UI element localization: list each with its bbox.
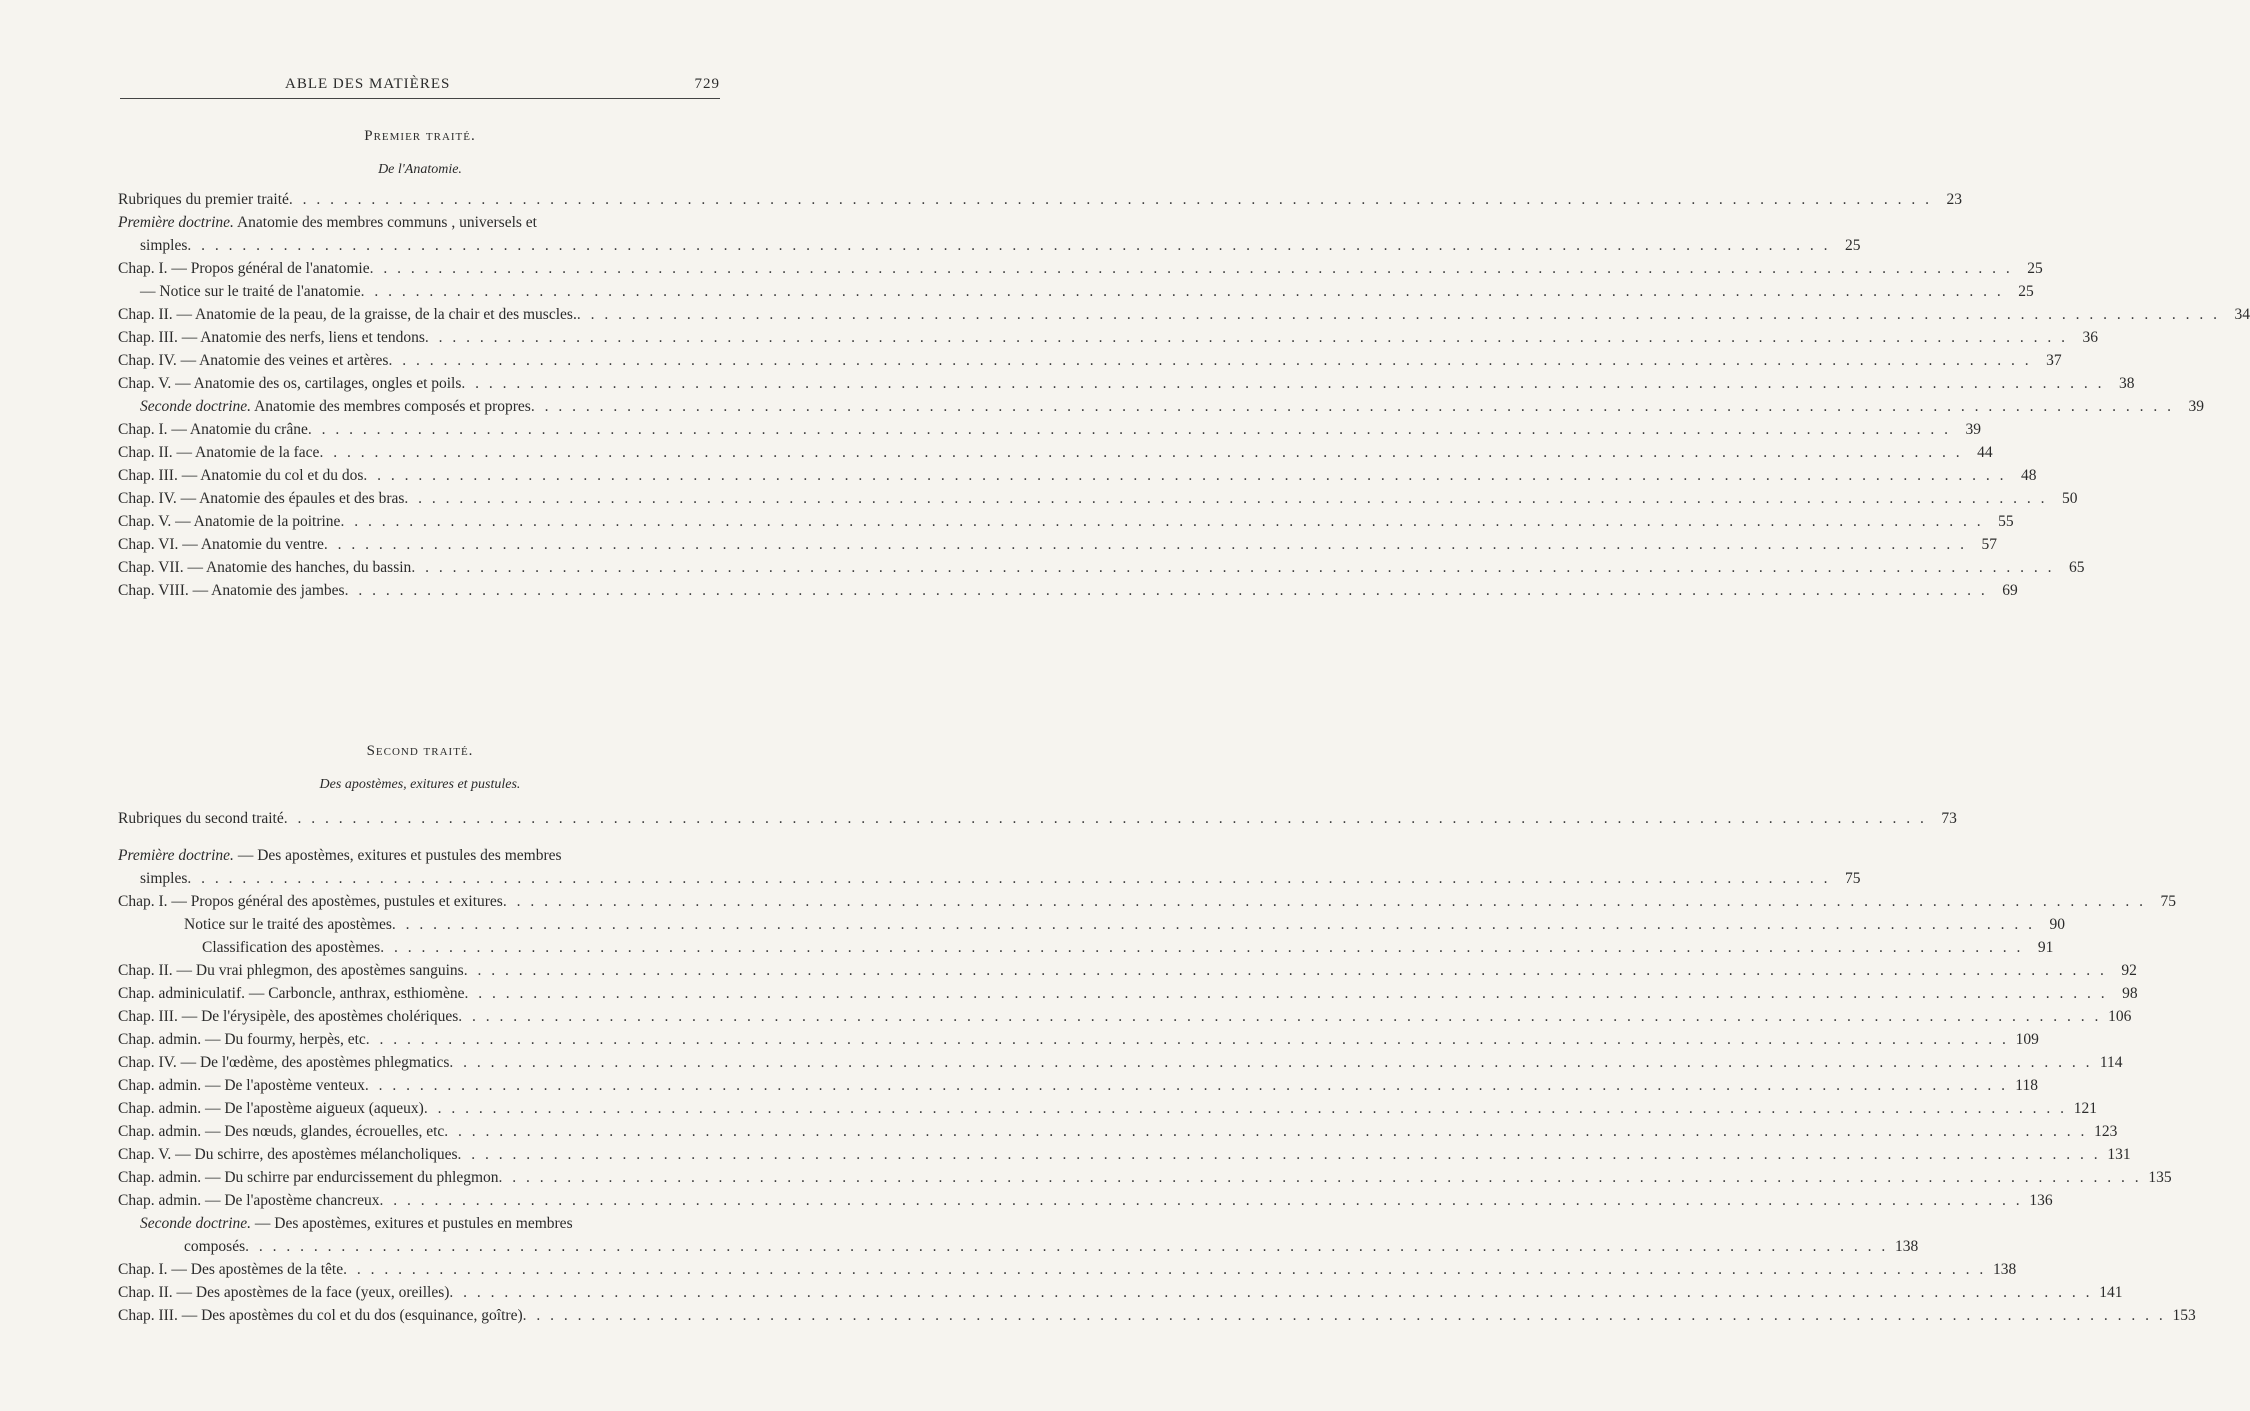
toc-entry: Chap. I. — Propos général de l'anatomie . . . 25 xyxy=(118,257,722,280)
toc-entry: Chap. VII. — Anatomie des hanches, du bassin . . . 65 xyxy=(118,556,722,579)
first-treatise-section xyxy=(118,128,2250,602)
toc-entry: Chap. V. — Anatomie des os, cartilages, ongles et poils . . . 38 xyxy=(118,372,722,395)
toc-entry: Chap. admin. — Des nœuds, glandes, écrouelles, etc . . . 123 xyxy=(118,1120,722,1143)
toc-entry: Chap. IV. — De l'œdème, des apostèmes phlegmatics . . . 114 xyxy=(118,1051,722,1074)
toc-entry: Chap. IV. — Anatomie des veines et artères . . . 37 xyxy=(118,349,722,372)
page-number: 729 xyxy=(694,76,720,92)
toc-entry: simples . . . 75 xyxy=(118,867,722,890)
toc-entry: Chap. III. — Anatomie du col et du dos . . . 48 xyxy=(118,464,722,487)
header-rule xyxy=(120,98,720,99)
toc-entry: Chap. admin. — Du schirre par endurcissement du phlegmon . . . 135 xyxy=(118,1166,722,1189)
second-treatise-section xyxy=(118,743,2196,1327)
toc-entry: Chap. II. — Des apostèmes de la face (yeux, oreilles) . . . 141 xyxy=(118,1281,722,1304)
running-head-title: ABLE DES MATIÈRES xyxy=(285,76,451,92)
toc-entry: Chap. II. — Du vrai phlegmon, des apostèmes sanguins . . . 92 xyxy=(118,959,722,982)
toc-entry: Première doctrine. — Des apostèmes, exitures et pustules des membres xyxy=(118,847,562,864)
toc-entry: Chap. I. — Anatomie du crâne . . . 39 xyxy=(118,418,722,441)
toc-entry: Chap. admin. — Du fourmy, herpès, etc . . . 109 xyxy=(118,1028,722,1051)
toc-entry: Première doctrine. Anatomie des membres communs , universels et xyxy=(118,214,537,231)
toc-entry: Notice sur le traité des apostèmes . . . 90 xyxy=(118,913,722,936)
toc-entry: Chap. admin. — De l'apostème aigueux (aqueux) . . . 121 xyxy=(118,1097,722,1120)
toc-entry: Chap. III. — Des apostèmes du col et du dos (esquinance, goître) . . . 153 xyxy=(118,1304,722,1327)
toc-entry: Seconde doctrine. Anatomie des membres composés et propres . . . 39 xyxy=(118,395,722,418)
toc-entry: Rubriques du second traité . . . 73 xyxy=(118,807,722,830)
toc-entry: Chap. VIII. — Anatomie des jambes . . . 69 xyxy=(118,579,722,602)
toc-entry: Chap. I. — Des apostèmes de la tête . . . 138 xyxy=(118,1258,722,1281)
first-treatise-heading: Premier traité. xyxy=(364,128,476,144)
toc-entry: Chap. V. — Du schirre, des apostèmes mélancholiques . . . 131 xyxy=(118,1143,722,1166)
toc-entry: Chap. IV. — Anatomie des épaules et des bras . . . 50 xyxy=(118,487,722,510)
toc-entry: — Notice sur le traité de l'anatomie . . . 25 xyxy=(118,280,722,303)
toc-entry: composés . . . 138 xyxy=(118,1235,722,1258)
toc-entry: simples . . . 25 xyxy=(118,234,722,257)
toc-entry: Chap. admin. — De l'apostème venteux . . . 118 xyxy=(118,1074,722,1097)
second-treatise-heading: Second traité. xyxy=(366,743,474,759)
toc-entry: Chap. V. — Anatomie de la poitrine . . . 55 xyxy=(118,510,722,533)
toc-entry: Chap. III. — Anatomie des nerfs, liens et tendons . . . 36 xyxy=(118,326,722,349)
toc-entry: Chap. adminiculatif. — Carboncle, anthrax, esthiomène . . . 98 xyxy=(118,982,722,1005)
toc-entry: Chap. VI. — Anatomie du ventre . . . 57 xyxy=(118,533,722,556)
toc-entry: Chap. I. — Propos général des apostèmes, pustules et exitures . . . 75 xyxy=(118,890,722,913)
toc-entry: Chap. II. — Anatomie de la peau, de la graisse, de la chair et des muscles. . . . 34 xyxy=(118,303,722,326)
toc-entry: Seconde doctrine. — Des apostèmes, exitures et pustules en membres xyxy=(140,1215,573,1232)
toc-entry: Chap. III. — De l'érysipèle, des apostèmes cholériques . . . 106 xyxy=(118,1005,722,1028)
toc-entry: Rubriques du premier traité . . . 23 xyxy=(118,188,722,211)
toc-entry: Classification des apostèmes . . . 91 xyxy=(118,936,722,959)
second-treatise-subtitle: Des apostèmes, exitures et pustules. xyxy=(319,777,521,792)
toc-entry: Chap. II. — Anatomie de la face . . . 44 xyxy=(118,441,722,464)
toc-entry: Chap. admin. — De l'apostème chancreux . . . 136 xyxy=(118,1189,722,1212)
first-treatise-subtitle: De l'Anatomie. xyxy=(378,162,462,177)
